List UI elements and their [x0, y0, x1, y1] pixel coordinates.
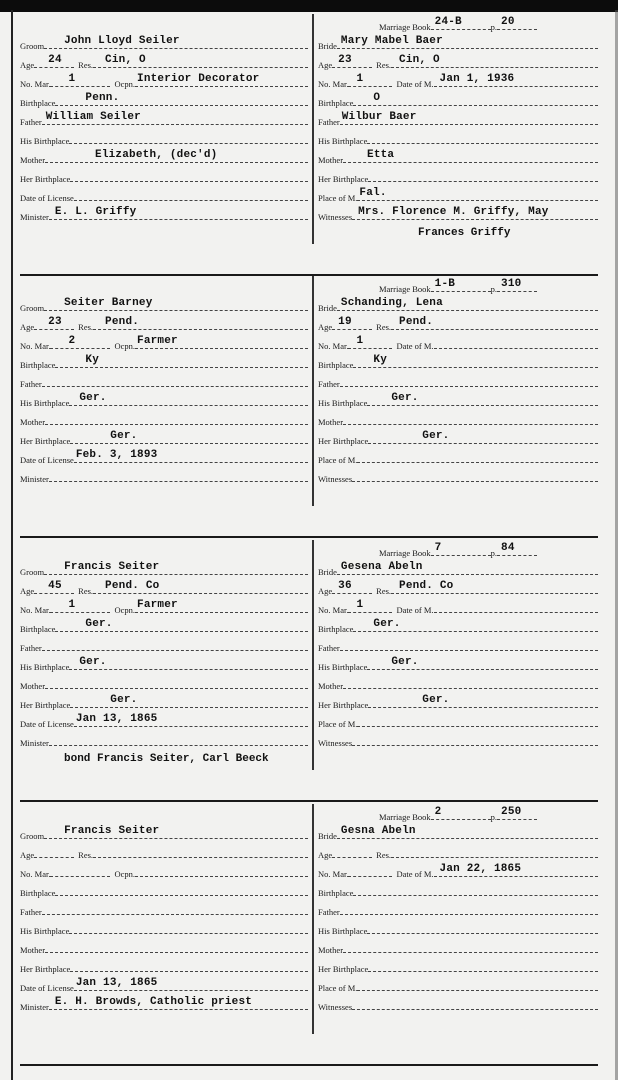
groom-minister-row — [20, 993, 308, 1012]
mother-label: Mother — [318, 681, 344, 691]
no-mar-label: No. Mar. — [318, 605, 349, 615]
groom-father-row — [20, 634, 308, 653]
her-birthplace-label: Her Birthplace — [20, 700, 71, 710]
father-label: Father — [318, 117, 340, 127]
bride-nomar-date-row — [318, 332, 598, 351]
groom-res: Pend. Co — [105, 580, 160, 592]
groom-her-birthplace-row — [20, 165, 308, 184]
groom-res: Pend. — [105, 316, 140, 328]
father-label: Father — [20, 907, 42, 917]
groom-license-row — [20, 446, 308, 465]
bride-witnesses-row — [318, 729, 598, 748]
groom-age: 23 — [48, 316, 62, 328]
date-of-m-label: Date of M. — [396, 79, 434, 89]
groom-name: Francis Seiter — [64, 825, 160, 837]
bride-res: Pend. Co — [399, 580, 454, 592]
place-of-marriage: Fal. — [359, 187, 387, 199]
bride-his-birthplace: Ger. — [391, 656, 419, 668]
marriage-book-number: 2 — [434, 806, 442, 818]
mother-label: Mother — [20, 417, 46, 427]
groom-father-row — [20, 898, 308, 917]
groom-his-birthplace: Ger. — [79, 392, 107, 404]
bride-mother-row — [318, 408, 598, 427]
minister-label: Minister — [20, 212, 49, 222]
bride-mother-row — [318, 672, 598, 691]
groom-her-birthplace-row — [20, 691, 308, 710]
ocpn-label: Ocpn. — [114, 79, 136, 89]
bride-her-birthplace-row — [318, 427, 598, 446]
groom-note — [20, 484, 308, 506]
bride-father-row — [318, 898, 598, 917]
bride-name-row — [318, 822, 598, 841]
groom-his-birthplace-row — [20, 127, 308, 146]
groom-note — [20, 1012, 308, 1034]
date-of-license-label: Date of License — [20, 719, 74, 729]
no-mar-label: No. Mar. — [318, 869, 349, 879]
birthplace-label: Birthplace — [20, 98, 56, 108]
bride-his-birthplace-row — [318, 127, 598, 146]
res-label: Res. — [376, 850, 392, 860]
groom-minister-row — [20, 729, 308, 748]
her-birthplace-label: Her Birthplace — [318, 436, 369, 446]
marriage-book-row — [318, 14, 598, 32]
age-label: Age — [20, 322, 35, 332]
res-label: Res. — [78, 322, 94, 332]
his-birthplace-label: His Birthplace — [20, 662, 70, 672]
age-label: Age — [318, 586, 333, 596]
marriage-book-label: Marriage Book — [378, 22, 431, 32]
mother-label: Mother — [318, 417, 344, 427]
bride-no-mar: 1 — [356, 335, 364, 347]
minister-label: Minister — [20, 738, 49, 748]
groom-his-birthplace: Ger. — [79, 656, 107, 668]
groom-no-mar: 1 — [68, 599, 76, 611]
date-of-license: Jan 13, 1865 — [75, 977, 158, 989]
bride-res: Pend. — [399, 316, 434, 328]
groom-no-mar: 2 — [68, 335, 76, 347]
bride-label: Bride — [318, 831, 337, 841]
her-birthplace-label: Her Birthplace — [318, 964, 369, 974]
page-label: p. — [490, 548, 498, 558]
groom-name-row — [20, 32, 308, 51]
groom-nomar-ocpn-row — [20, 70, 308, 89]
no-mar-label: No. Mar. — [20, 605, 51, 615]
bride-label: Bride — [318, 303, 337, 313]
groom-nomar-ocpn-row — [20, 860, 308, 879]
scan-left-border — [11, 10, 13, 1080]
groom-father-row — [20, 108, 308, 127]
groom-mother-row — [20, 672, 308, 691]
marriage-record-card-2 — [14, 276, 604, 538]
his-birthplace-label: His Birthplace — [20, 398, 70, 408]
marriage-book-label: Marriage Book — [378, 548, 431, 558]
bride-her-birthplace-row — [318, 691, 598, 710]
groom-name-row — [20, 558, 308, 577]
her-birthplace-label: Her Birthplace — [318, 700, 369, 710]
birthplace-label: Birthplace — [318, 98, 354, 108]
witnesses-continued — [318, 484, 598, 506]
date-of-marriage: Jan 22, 1865 — [439, 863, 522, 875]
date-of-m-label: Date of M. — [396, 869, 434, 879]
groom-her-birthplace-row — [20, 955, 308, 974]
place-of-m-label: Place of M. — [318, 193, 358, 203]
bride-age-res-row — [318, 841, 598, 860]
witnesses-continued — [318, 748, 598, 770]
groom-birthplace-row — [20, 615, 308, 634]
groom-column — [20, 14, 308, 244]
birthplace-label: Birthplace — [20, 888, 56, 898]
marriage-book-number: 24-B — [434, 16, 462, 28]
marriage-book-label: Marriage Book — [378, 812, 431, 822]
groom-age: 45 — [48, 580, 62, 592]
bride-age-res-row — [318, 313, 598, 332]
record-divider — [20, 800, 598, 802]
groom-ocpn: Farmer — [137, 599, 178, 611]
groom-age-res-row — [20, 841, 308, 860]
no-mar-label: No. Mar. — [20, 869, 51, 879]
witnesses-label: Witnesses — [318, 1002, 353, 1012]
groom-mother: Elizabeth, (dec'd) — [95, 149, 218, 161]
age-label: Age — [20, 850, 35, 860]
bride-name: Schanding, Lena — [340, 297, 443, 309]
bride-birthplace-row — [318, 351, 598, 370]
father-label: Father — [20, 379, 42, 389]
groom-nomar-ocpn-row — [20, 596, 308, 615]
witnesses-label: Witnesses — [318, 474, 353, 484]
mother-label: Mother — [20, 681, 46, 691]
bride-label: Bride — [318, 567, 337, 577]
birthplace-label: Birthplace — [20, 624, 56, 634]
page-label: p. — [490, 284, 498, 294]
record-divider — [20, 1064, 598, 1066]
bride-age: 36 — [338, 580, 352, 592]
father-label: Father — [318, 643, 340, 653]
bride-age-res-row — [318, 51, 598, 70]
bride-column — [312, 276, 598, 506]
bride-birthplace: Ger. — [373, 618, 401, 630]
bride-mother-row — [318, 936, 598, 955]
bride-birthplace: Ky — [373, 354, 388, 366]
groom-mother-row — [20, 936, 308, 955]
groom-her-birthplace: Ger. — [110, 694, 138, 706]
date-of-license: Feb. 3, 1893 — [75, 449, 158, 461]
groom-birthplace: Ger. — [85, 618, 113, 630]
bride-father-row — [318, 108, 598, 127]
bride-birthplace: O — [373, 92, 381, 104]
groom-age-res-row — [20, 51, 308, 70]
father-label: Father — [20, 643, 42, 653]
groom-ocpn: Farmer — [137, 335, 178, 347]
witnesses-continued — [318, 1012, 598, 1034]
groom-birthplace-row — [20, 89, 308, 108]
groom-name: John Lloyd Seiler — [64, 35, 180, 47]
groom-age-res-row — [20, 313, 308, 332]
groom-column — [20, 804, 308, 1034]
groom-ocpn: Interior Decorator — [137, 73, 260, 85]
bride-his-birthplace-row — [318, 389, 598, 408]
marriage-book-label: Marriage Book — [378, 284, 431, 294]
no-mar-label: No. Mar. — [20, 341, 51, 351]
groom-res: Cin, O — [105, 54, 146, 66]
marriage-record-card-4 — [14, 804, 604, 1066]
birthplace-label: Birthplace — [318, 888, 354, 898]
bride-witnesses-row — [318, 203, 598, 222]
witnesses: Mrs. Florence M. Griffy, May — [358, 206, 549, 218]
her-birthplace-label: Her Birthplace — [20, 174, 71, 184]
birthplace-label: Birthplace — [318, 624, 354, 634]
date-of-m-label: Date of M. — [396, 341, 434, 351]
place-of-m-label: Place of M. — [318, 719, 358, 729]
bride-father: Wilbur Baer — [341, 111, 417, 123]
marriage-book-row — [318, 804, 598, 822]
place-of-m-label: Place of M. — [318, 983, 358, 993]
groom-label: Groom — [20, 303, 45, 313]
bride-column — [312, 14, 598, 244]
groom-name-row — [20, 822, 308, 841]
his-birthplace-label: His Birthplace — [20, 926, 70, 936]
groom-age: 24 — [48, 54, 62, 66]
date-of-m-label: Date of M. — [396, 605, 434, 615]
her-birthplace-label: Her Birthplace — [20, 436, 71, 446]
date-of-license-label: Date of License — [20, 983, 74, 993]
bride-res: Cin, O — [399, 54, 440, 66]
bride-column — [312, 540, 598, 770]
bride-nomar-date-row — [318, 70, 598, 89]
age-label: Age — [20, 60, 35, 70]
minister-label: Minister — [20, 474, 49, 484]
groom-license-row — [20, 974, 308, 993]
age-label: Age — [318, 60, 333, 70]
bride-age: 23 — [338, 54, 352, 66]
date-of-license: Jan 13, 1865 — [75, 713, 158, 725]
marriage-book-row — [318, 540, 598, 558]
groom-label: Groom — [20, 831, 45, 841]
page-label: p. — [490, 22, 498, 32]
minister: E. L. Griffy — [54, 206, 137, 218]
date-of-license-label: Date of License — [20, 193, 74, 203]
ocpn-label: Ocpn. — [114, 605, 136, 615]
bride-father-row — [318, 634, 598, 653]
bride-her-birthplace: Ger. — [422, 694, 450, 706]
res-label: Res. — [376, 60, 392, 70]
groom-father: William Seiler — [45, 111, 141, 123]
ocpn-label: Ocpn. — [114, 341, 136, 351]
his-birthplace-label: His Birthplace — [318, 662, 368, 672]
her-birthplace-label: Her Birthplace — [20, 964, 71, 974]
bride-name-row — [318, 32, 598, 51]
bride-witnesses-row — [318, 993, 598, 1012]
date-of-marriage: Jan 1, 1936 — [439, 73, 515, 85]
no-mar-label: No. Mar. — [20, 79, 51, 89]
ocpn-label: Ocpn. — [114, 869, 136, 879]
groom-father-row — [20, 370, 308, 389]
his-birthplace-label: His Birthplace — [20, 136, 70, 146]
groom-mother-row — [20, 408, 308, 427]
marriage-record-card-3 — [14, 540, 604, 802]
her-birthplace-label: Her Birthplace — [318, 174, 369, 184]
marriage-book-page: 250 — [501, 806, 522, 818]
mother-label: Mother — [318, 155, 344, 165]
bride-place-row — [318, 184, 598, 203]
groom-column — [20, 276, 308, 506]
his-birthplace-label: His Birthplace — [318, 926, 368, 936]
bride-her-birthplace-row — [318, 165, 598, 184]
groom-birthplace-row — [20, 351, 308, 370]
bride-birthplace-row — [318, 615, 598, 634]
groom-license-row — [20, 710, 308, 729]
scan-top-border — [0, 0, 618, 12]
marriage-book-number: 1-B — [434, 278, 456, 290]
father-label: Father — [318, 907, 340, 917]
marriage-book-page: 310 — [501, 278, 522, 290]
minister: E. H. Browds, Catholic priest — [54, 996, 253, 1008]
bride-place-row — [318, 974, 598, 993]
bride-nomar-date-row — [318, 596, 598, 615]
res-label: Res. — [78, 586, 94, 596]
bride-birthplace-row — [318, 879, 598, 898]
age-label: Age — [318, 850, 333, 860]
groom-column — [20, 540, 308, 770]
res-label: Res. — [376, 322, 392, 332]
age-label: Age — [318, 322, 333, 332]
groom-name: Seiter Barney — [64, 297, 153, 309]
minister-label: Minister — [20, 1002, 49, 1012]
groom-note — [20, 222, 308, 244]
birthplace-label: Birthplace — [20, 360, 56, 370]
marriage-book-row — [318, 276, 598, 294]
res-label: Res. — [78, 60, 94, 70]
no-mar-label: No. Mar. — [318, 341, 349, 351]
mother-label: Mother — [20, 155, 46, 165]
his-birthplace-label: His Birthplace — [318, 398, 368, 408]
witnesses-continued: Frances Griffy — [418, 227, 511, 239]
bride-mother: Etta — [367, 149, 395, 161]
marriage-record-card-1 — [14, 14, 604, 276]
bride-his-birthplace: Ger. — [391, 392, 419, 404]
bride-name: Gesna Abeln — [340, 825, 416, 837]
groom-no-mar: 1 — [68, 73, 76, 85]
witnesses-label: Witnesses — [318, 738, 353, 748]
groom-her-birthplace: Ger. — [110, 430, 138, 442]
groom-age-res-row — [20, 577, 308, 596]
bride-name-row — [318, 558, 598, 577]
bride-place-row — [318, 446, 598, 465]
bride-witnesses-row — [318, 465, 598, 484]
page-label: p. — [490, 812, 498, 822]
witnesses-label: Witnesses — [318, 212, 353, 222]
bride-his-birthplace-row — [318, 917, 598, 936]
groom-name: Francis Seiter — [64, 561, 160, 573]
groom-birthplace-row — [20, 879, 308, 898]
groom-nomar-ocpn-row — [20, 332, 308, 351]
place-of-m-label: Place of M. — [318, 455, 358, 465]
groom-label: Groom — [20, 567, 45, 577]
groom-license-row — [20, 184, 308, 203]
bride-place-row — [318, 710, 598, 729]
groom-birthplace: Ky — [85, 354, 100, 366]
record-divider — [20, 536, 598, 538]
mother-label: Mother — [318, 945, 344, 955]
bride-his-birthplace-row — [318, 653, 598, 672]
birthplace-label: Birthplace — [318, 360, 354, 370]
groom-birthplace: Penn. — [85, 92, 120, 104]
date-of-license-label: Date of License — [20, 455, 74, 465]
groom-his-birthplace-row — [20, 389, 308, 408]
bride-age-res-row — [318, 577, 598, 596]
bride-no-mar: 1 — [356, 599, 364, 611]
groom-note: bond Francis Seiter, Carl Beeck — [64, 753, 269, 765]
marriage-book-page: 84 — [501, 542, 515, 554]
age-label: Age — [20, 586, 35, 596]
father-label: Father — [20, 117, 42, 127]
res-label: Res. — [376, 586, 392, 596]
groom-mother-row — [20, 146, 308, 165]
groom-his-birthplace-row — [20, 653, 308, 672]
mother-label: Mother — [20, 945, 46, 955]
bride-name-row — [318, 294, 598, 313]
his-birthplace-label: His Birthplace — [318, 136, 368, 146]
bride-nomar-date-row — [318, 860, 598, 879]
bride-birthplace-row — [318, 89, 598, 108]
bride-her-birthplace-row — [318, 955, 598, 974]
groom-minister-row — [20, 203, 308, 222]
bride-label: Bride — [318, 41, 337, 51]
father-label: Father — [318, 379, 340, 389]
res-label: Res. — [78, 850, 94, 860]
bride-her-birthplace: Ger. — [422, 430, 450, 442]
bride-mother-row — [318, 146, 598, 165]
groom-minister-row — [20, 465, 308, 484]
bride-father-row — [318, 370, 598, 389]
bride-name: Gesena Abeln — [340, 561, 423, 573]
groom-name-row — [20, 294, 308, 313]
marriage-book-number: 7 — [434, 542, 442, 554]
bride-age: 19 — [338, 316, 352, 328]
groom-her-birthplace-row — [20, 427, 308, 446]
marriage-book-page: 20 — [501, 16, 515, 28]
bride-no-mar: 1 — [356, 73, 364, 85]
bride-name: Mary Mabel Baer — [340, 35, 443, 47]
groom-his-birthplace-row — [20, 917, 308, 936]
groom-label: Groom — [20, 41, 45, 51]
no-mar-label: No. Mar. — [318, 79, 349, 89]
bride-column — [312, 804, 598, 1034]
